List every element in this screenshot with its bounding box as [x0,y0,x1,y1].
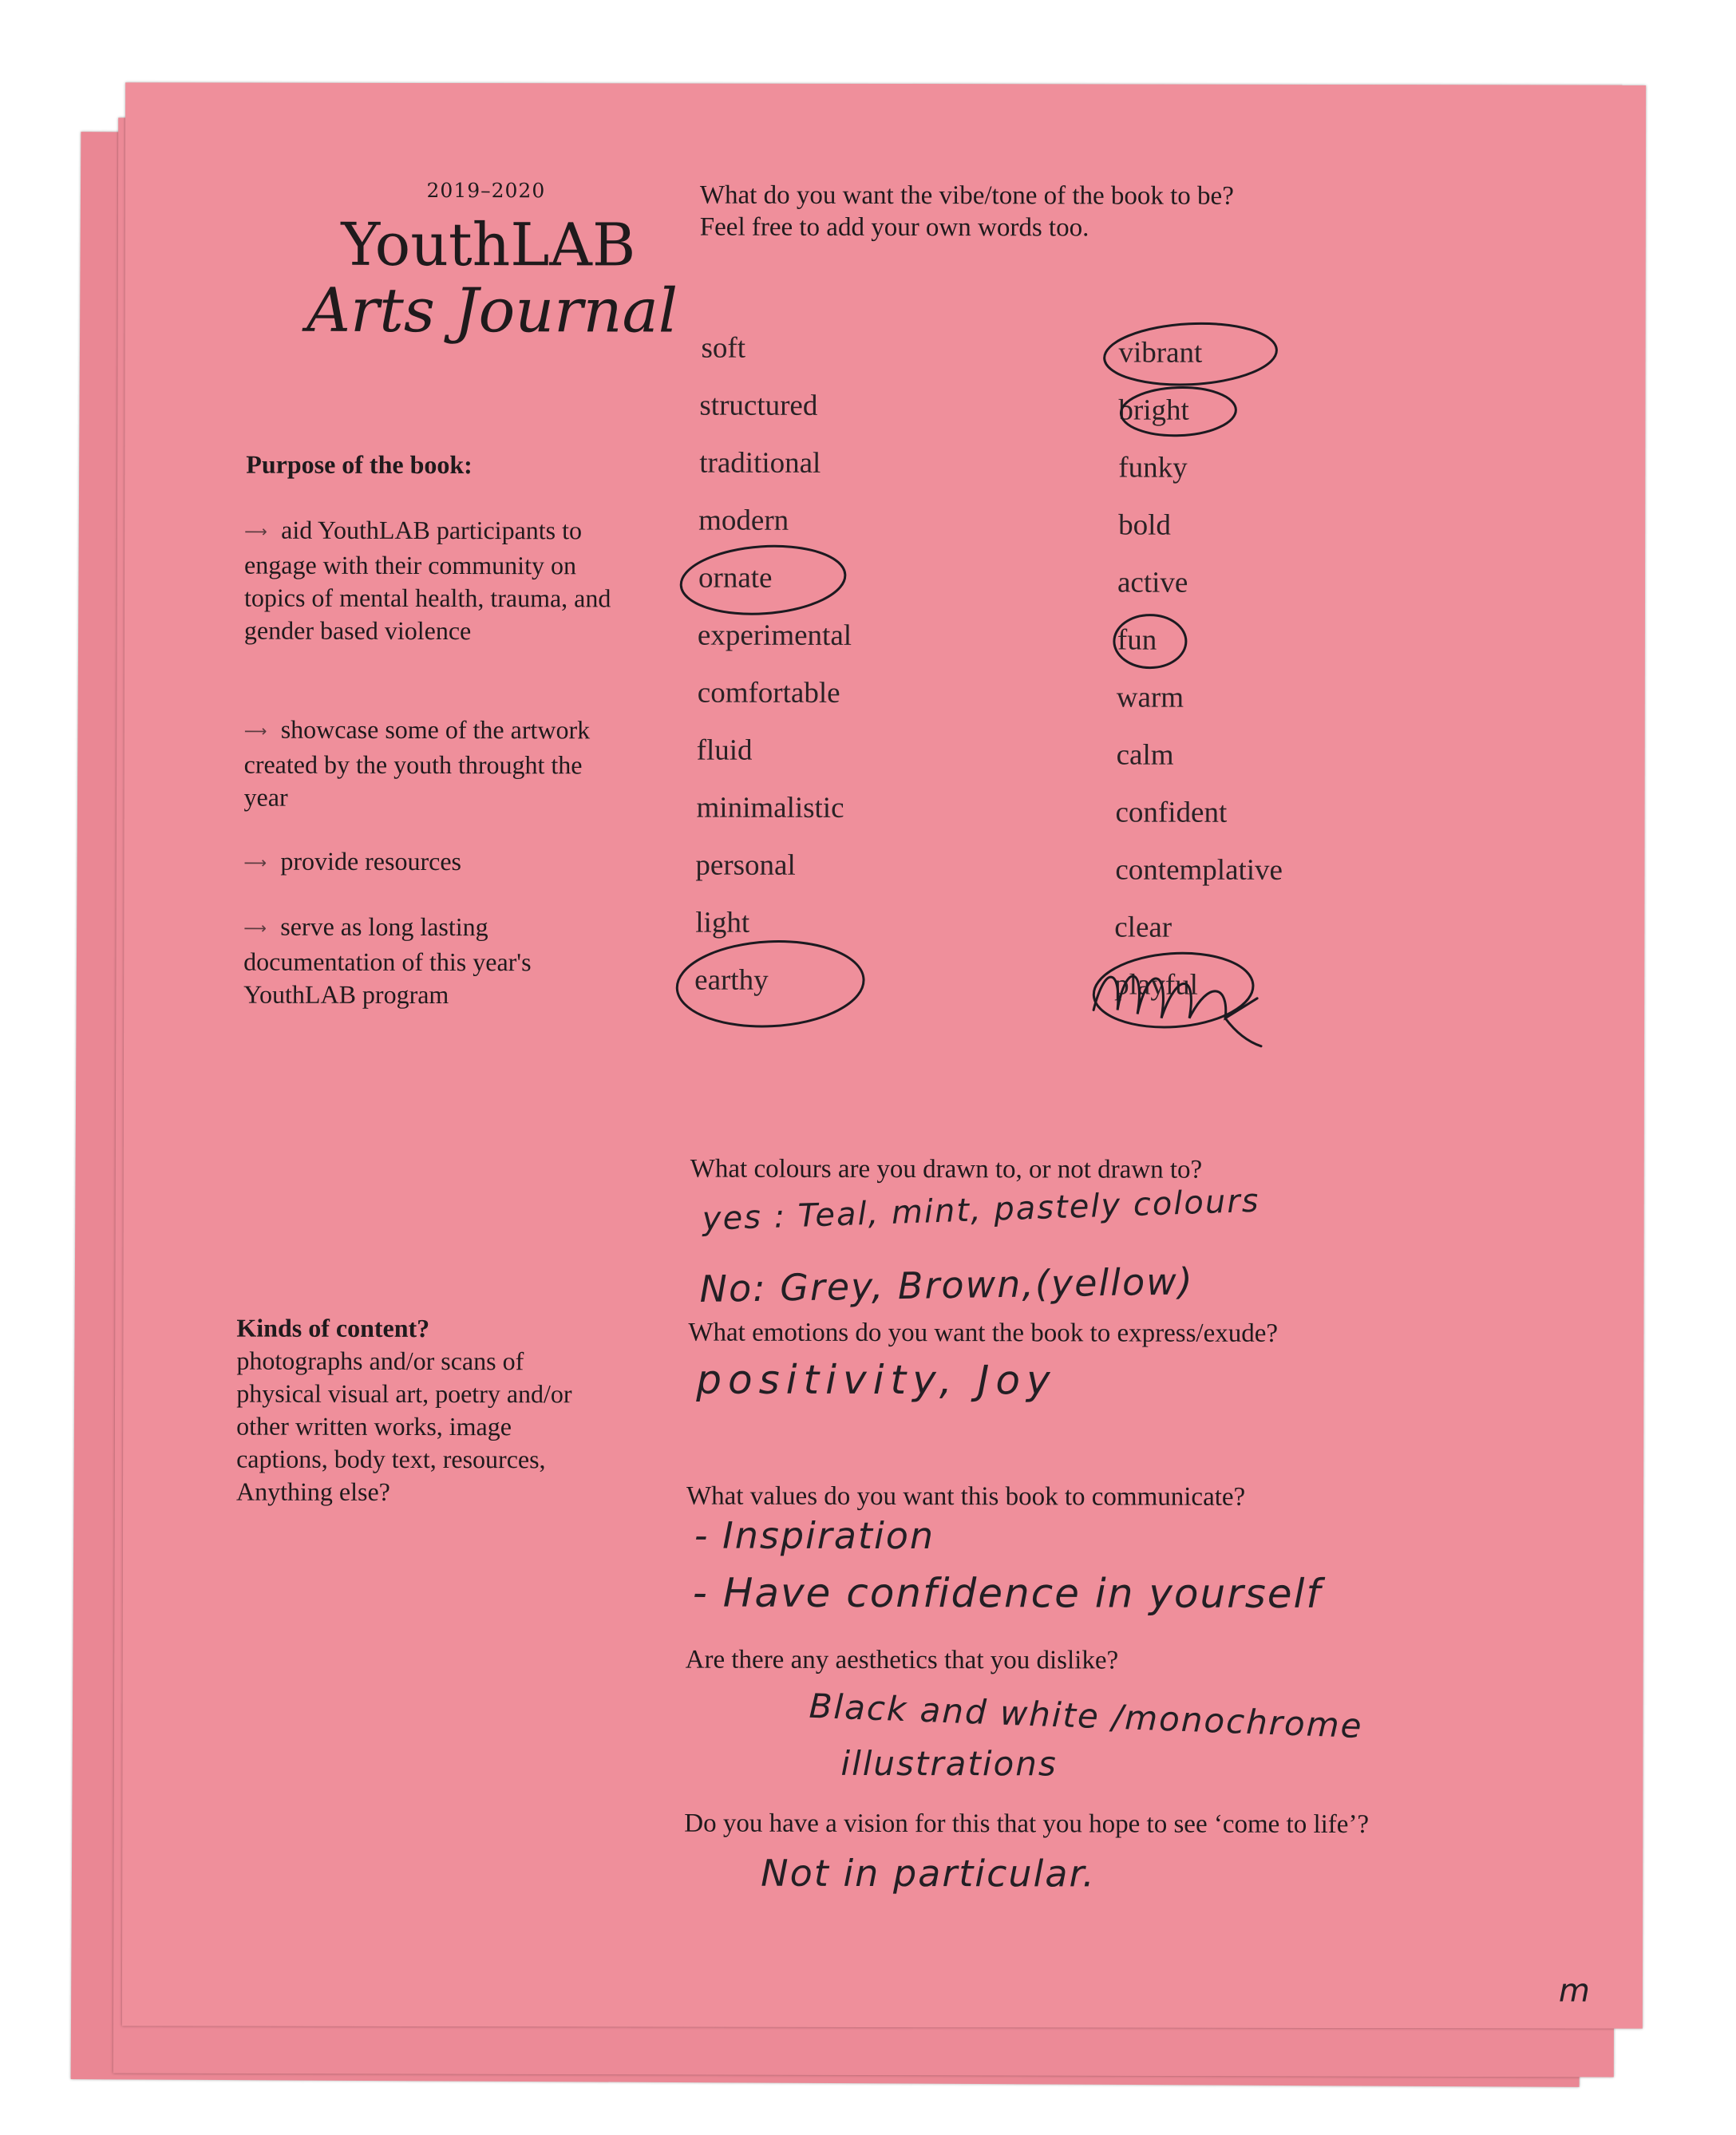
aesthetics-answer-2: illustrations [840,1743,1058,1784]
word-personal: personal [695,848,796,882]
values-answer-1: - Inspiration [694,1513,935,1558]
circle-ornate [678,541,847,619]
word-bright: bright [1118,393,1189,427]
circle-fun [1114,615,1186,668]
arrow-icon: ⟶ [243,919,267,938]
word-calm: calm [1116,738,1174,772]
scribble-playful-tail [1225,1018,1261,1046]
aesthetics-answer-1: Black and white /monochrome [808,1686,1364,1746]
kinds-text: photographs and/or scans of physical visual art, poetry and/or other written works, image captions, body text, resources, Anything else? [236,1346,572,1506]
values-question: What values do you want this book to communicate? [686,1481,1246,1512]
aesthetics-question: Are there any aesthetics that you dislike? [685,1645,1119,1675]
word-contemplative: contemplative [1115,853,1283,887]
front-sheet [122,82,1646,2028]
purpose-item-1: ⟶ aid YouthLAB participants to engage with their community on topics of mental health, trauma, and gender based violence [243,515,611,646]
word-vibrant: vibrant [1118,336,1203,370]
word-active: active [1117,566,1188,599]
pen-marks [122,82,1646,2028]
word-structured: structured [699,389,818,422]
vibe-question: What do you want the vibe/tone of the book to be? Feel free to add your own words too. [699,180,1234,243]
word-experimental: experimental [697,619,852,652]
word-comfortable: comfortable [697,676,840,710]
colours-answer-no: No: Grey, Brown,(yellow) [699,1259,1195,1311]
word-playful: playful [1114,968,1199,1002]
word-traditional: traditional [699,446,821,480]
emotions-answer: positivity, Joy [696,1356,1057,1404]
word-soft: soft [701,331,746,365]
colours-answer-yes: yes : Teal, mint, pastely colours [702,1182,1261,1238]
purpose-heading: Purpose of the book: [246,449,473,480]
values-answer-2: - Have confidence in yourself [692,1569,1323,1617]
word-ornate: ornate [698,561,773,595]
arrow-icon: ⟶ [243,854,267,872]
word-earthy: earthy [694,963,769,997]
word-funky: funky [1118,451,1188,484]
word-clear: clear [1114,911,1172,944]
circle-bright [1120,385,1236,437]
colours-question: What colours are you drawn to, or not drawn to? [690,1154,1203,1184]
word-fluid: fluid [696,733,753,767]
vision-answer: Not in particular. [761,1851,1096,1896]
year-label: 2019–2020 [426,178,546,203]
title-arts-journal: Arts Journal [306,274,678,346]
word-confident: confident [1115,796,1228,829]
kinds-heading: Kinds of content? [236,1313,430,1343]
arrow-icon: ⟶ [243,722,267,741]
word-modern: modern [698,504,789,537]
vision-question: Do you have a vision for this that you hope to see ‘come to life’? [684,1809,1370,1840]
word-fun: fun [1117,623,1157,657]
purpose-item-4: ⟶ serve as long lasting documentation of this year's YouthLAB program [243,911,532,1010]
word-warm: warm [1116,681,1184,714]
corner-initial: m [1558,1972,1592,2010]
title-youthlab: YouthLAB [341,210,636,280]
purpose-item-3: ⟶ provide resources [243,845,611,881]
purpose-item-2: ⟶ showcase some of the artwork created by the youth throught the year [243,714,591,812]
word-minimalistic: minimalistic [696,791,844,824]
circle-earthy [675,937,866,1031]
word-light: light [695,906,750,939]
word-bold: bold [1118,508,1171,542]
emotions-question: What emotions do you want the book to express/exude? [688,1318,1279,1348]
circle-vibrant [1103,319,1279,389]
arrow-icon: ⟶ [244,523,267,541]
